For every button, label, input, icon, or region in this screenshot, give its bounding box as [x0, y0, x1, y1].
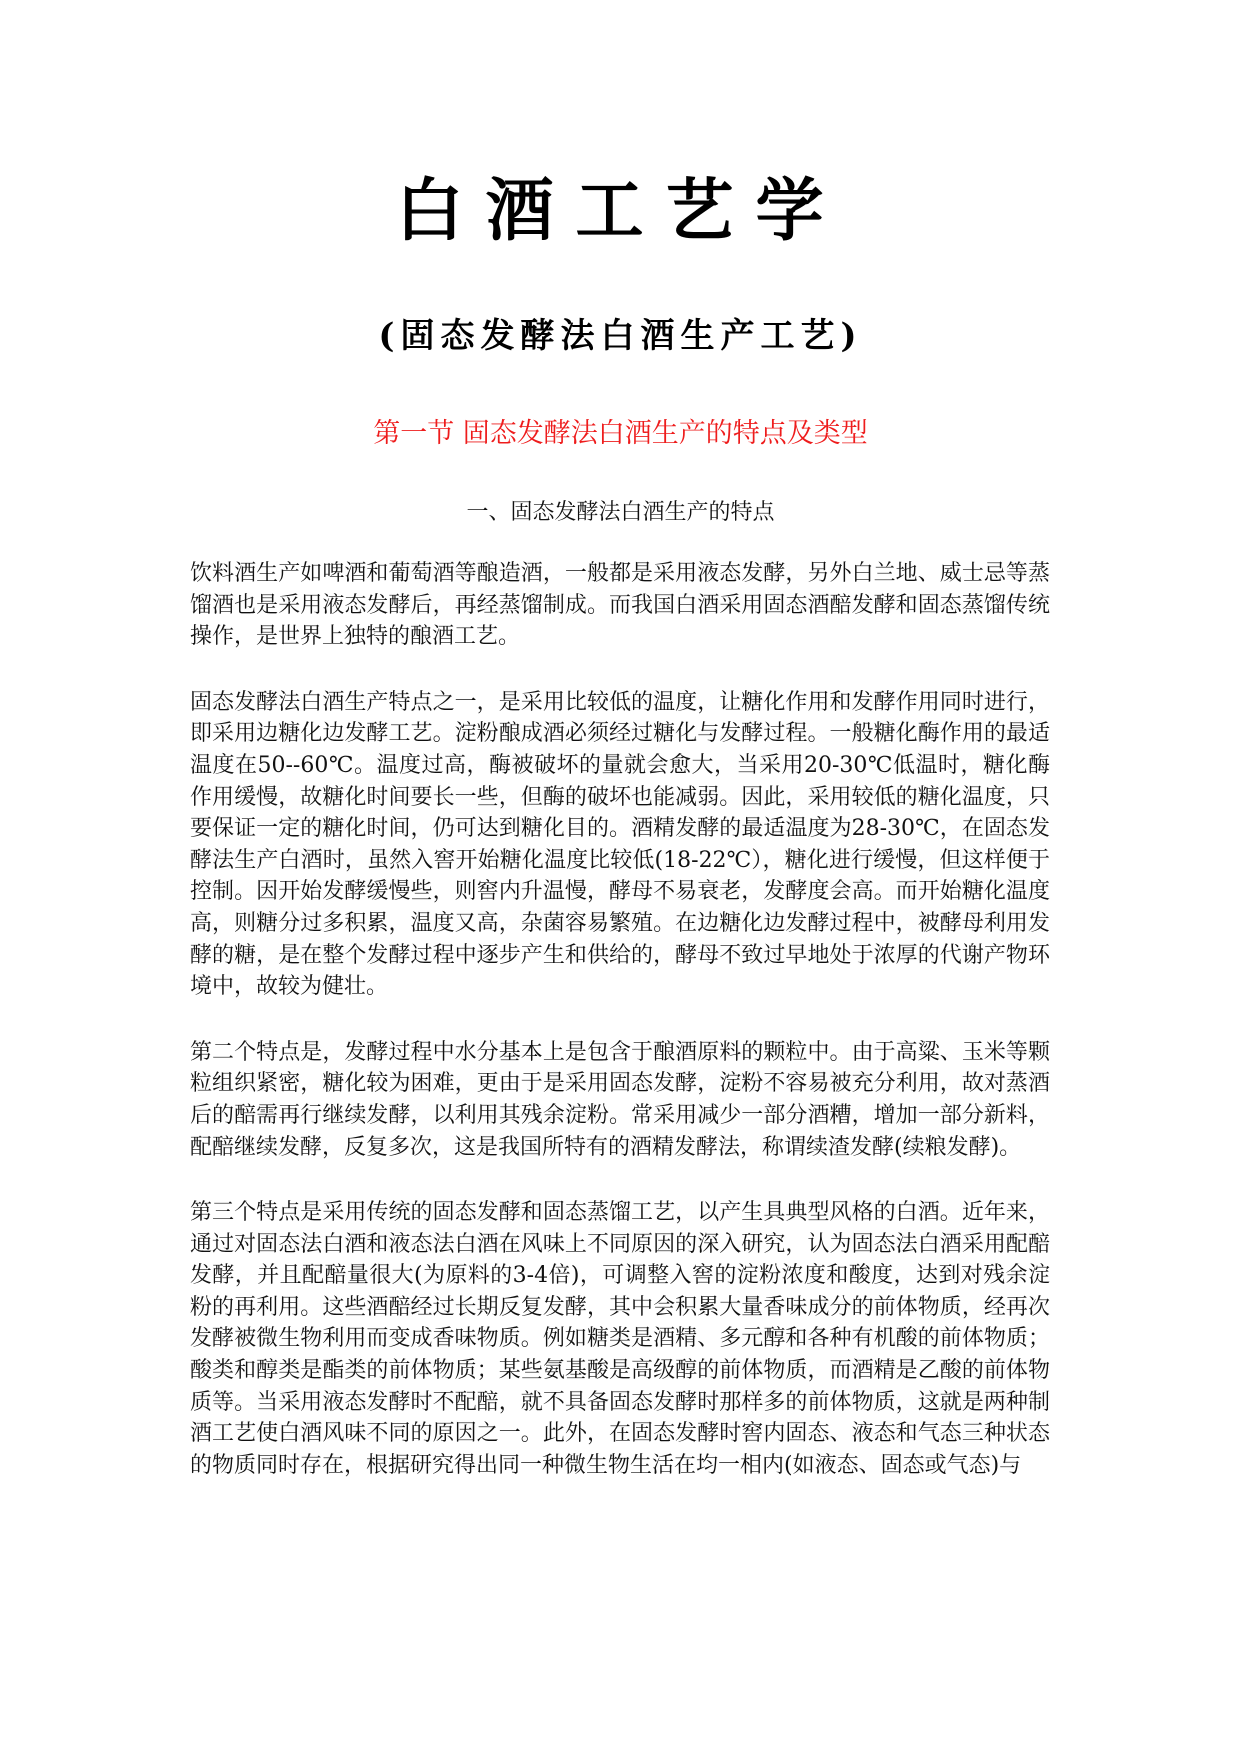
- paragraph-2: 固态发酵法白酒生产特点之一，是采用比较低的温度，让糖化作用和发酵作用同时进行，即采用边糖化边发酵工艺。淀粉酿成酒必须经过糖化与发酵过程。一般糖化酶作用的最适温度在50--60℃。温度过高，酶被破坏的量就会愈大，当采用20-30℃低温时，糖化酶作用缓慢，故糖化时间要长一些，但酶的破坏也能减弱。因此，采用较低的糖化温度，只要保证一定的糖化时间，仍可达到糖化目的。酒精发酵的最适温度为28-30℃，在固态发酵法生产白酒时，虽然入窖开始糖化温度比较低(18-22℃），糖化进行缓慢，但这样便于控制。因开始发酵缓慢些，则窖内升温慢，酵母不易衰老，发酵度会高。而开始糖化温度高，则糖分过多积累，温度又高，杂菌容易繁殖。在边糖化边发酵过程中，被酵母利用发酵的糖，是在整个发酵过程中逐步产生和供给的，酵母不致过早地处于浓厚的代谢产物环境中，故较为健壮。: [190, 689, 1050, 1000]
- paragraph-1: 饮料酒生产如啤酒和葡萄酒等酿造酒，一般都是采用液态发酵，另外白兰地、威士忌等蒸馏酒也是采用液态发酵后，再经蒸馏制成。而我国白酒采用固态酒醅发酵和固态蒸馏传统操作，是世界上独特的酿酒工艺。: [190, 561, 1050, 650]
- document-subtitle: (固态发酵法白酒生产工艺): [378, 316, 863, 356]
- sub-heading: 一、固态发酵法白酒生产的特点: [466, 500, 775, 525]
- paragraph-3: 第二个特点是，发酵过程中水分基本上是包含于酿酒原料的颗粒中。由于高粱、玉米等颗粒组织紧密，糖化较为困难，更由于是采用固态发酵，淀粉不容易被充分利用，故对蒸酒后的醅需再行继续发酵，以利用其残余淀粉。常采用减少一部分酒糟，增加一部分新料，配醅继续发酵，反复多次，这是我国所特有的酒精发酵法，称谓续渣发酵(续粮发酵)。: [190, 1039, 1050, 1160]
- document-title: 白酒工艺学: [395, 171, 846, 251]
- section-title: 第一节 固态发酵法白酒生产的特点及类型: [373, 418, 868, 449]
- paragraph-4: 第三个特点是采用传统的固态发酵和固态蒸馏工艺，以产生具典型风格的白酒。近年来，通过对固态法白酒和液态法白酒在风味上不同原因的深入研究，认为固态法白酒采用配醅发酵，并且配醅量很大(为原料的3-4倍)，可调整入窖的淀粉浓度和酸度，达到对残余淀粉的再利用。这些酒醅经过长期反复发酵，其中会积累大量香味成分的前体物质，经再次发酵被微生物利用而变成香味物质。例如糖类是酒精、多元醇和各种有机酸的前体物质；酸类和醇类是酯类的前体物质；某些氨基酸是高级醇的前体物质，而酒精是乙酸的前体物质等。当采用液态发酵时不配醅，就不具备固态发酵时那样多的前体物质，这就是两种制酒工艺使白酒风味不同的原因之一。此外，在固态发酵时窖内固态、液态和气态三种状态的物质同时存在，根据研究得出同一种微生物生活在均一相内(如液态、固态或气态)与: [190, 1200, 1050, 1478]
- document-body: [190, 558, 1050, 1515]
